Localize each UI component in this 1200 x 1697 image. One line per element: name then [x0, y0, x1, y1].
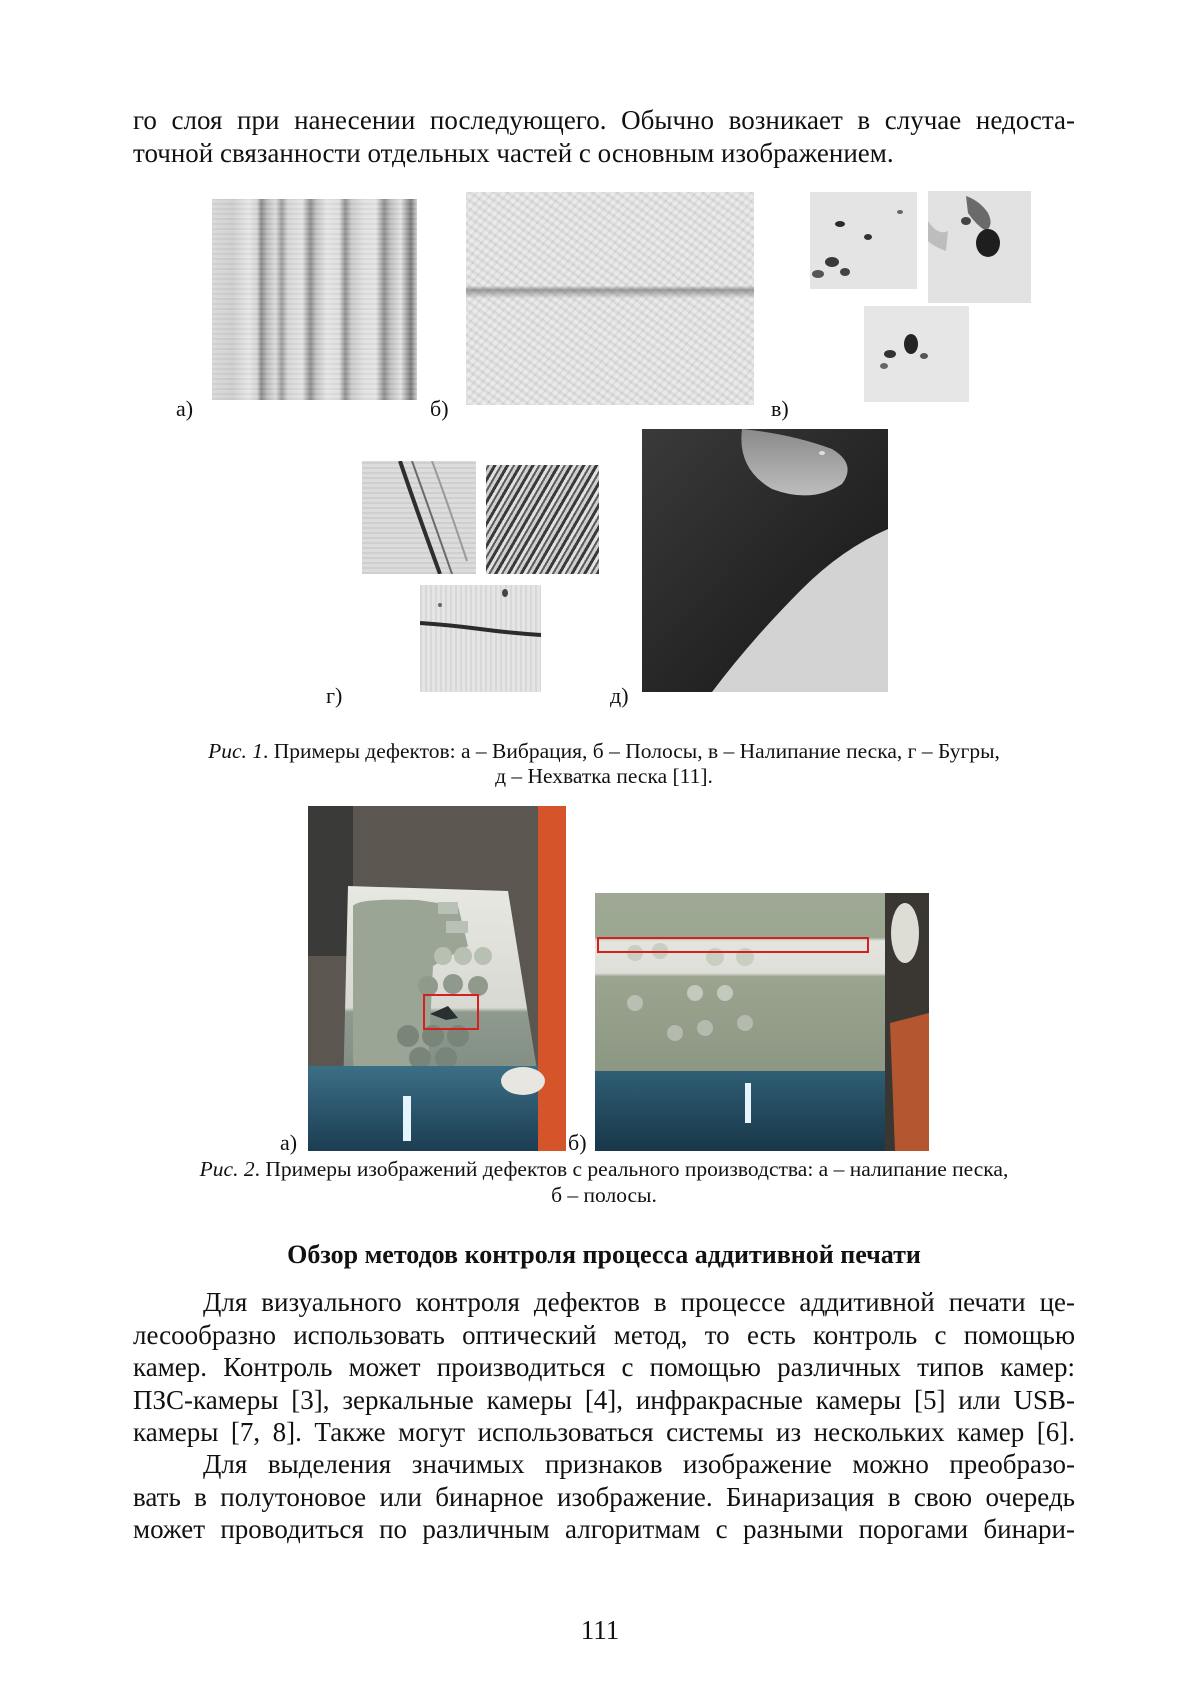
- fig1-caption-line-1: [133, 739, 1075, 764]
- fig2-label-b: б): [568, 1130, 587, 1155]
- p1-line-4: ПЗС-камеры [3], зеркальные камеры [4], инфракрасные камеры [5] или USB-: [133, 1385, 1075, 1415]
- intro-line-2: точной связанности отдельных частей с основным изображением.: [133, 138, 894, 168]
- highlight-box-stripes: [597, 937, 869, 953]
- defect-image-sand-adhesion-2: [928, 191, 1031, 303]
- defect-image-vibration: [212, 199, 417, 400]
- p1-line-2: лесообразно использовать оптический метод, то есть контроль с помощью: [133, 1320, 1075, 1350]
- fig1-caption-line-2: д – Нехватка песка [11].: [495, 764, 713, 788]
- fig1-label-a: а): [176, 396, 194, 421]
- fig1-caption-text: . Примеры дефектов: а – Вибрация, б – Полосы, в – Налипание песка, г – Бугры,: [263, 739, 1000, 763]
- fig2-label-a: а): [280, 1130, 298, 1155]
- p1-line-3: камер. Контроль может производиться с помощью различных типов камер:: [133, 1352, 1075, 1382]
- fig1-label-v: в): [771, 396, 789, 421]
- intro-line-1: го слоя при нанесении последующего. Обычно возникает в случае недоста-: [133, 105, 1075, 135]
- production-photo-sand-adhesion: [308, 806, 566, 1151]
- p2-line-2: вать в полутоновое или бинарное изображение. Бинаризация в свою очередь: [133, 1482, 1075, 1512]
- defect-image-stripes: [466, 192, 754, 405]
- p1-line-1: Для визуального контроля дефектов в процессе аддитивной печати це-: [203, 1287, 1075, 1317]
- highlight-box-sand-adhesion: [423, 994, 479, 1030]
- fig2-caption-text: . Примеры изображений дефектов с реального производства: а – налипание песка,: [254, 1157, 1009, 1181]
- fig2-caption-prefix: Рис. 2: [199, 1157, 255, 1181]
- defect-image-sand-adhesion-3: [864, 306, 969, 402]
- production-photo-stripes: [595, 893, 929, 1151]
- defect-image-bumps-3: [420, 585, 541, 692]
- page-number: 111: [580, 1615, 620, 1645]
- fig1-label-g: г): [326, 683, 343, 708]
- defect-image-bumps-1: [362, 461, 476, 574]
- defect-image-sand-adhesion-1: [810, 192, 917, 289]
- fig2-caption-line-1: [133, 1157, 1075, 1182]
- fig1-caption-prefix: Рис. 1: [208, 739, 264, 763]
- p1-line-5: камеры [7, 8]. Также могут использоваться системы из нескольких камер [6].: [133, 1417, 1075, 1447]
- fig2-caption-line-2: б – полосы.: [551, 1183, 657, 1207]
- section-heading: Обзор методов контроля процесса аддитивной печати: [287, 1240, 921, 1269]
- fig1-label-d: д): [610, 683, 629, 708]
- defect-image-bumps-2: [486, 465, 599, 574]
- p2-line-1: Для выделения значимых признаков изображение можно преобразо-: [203, 1449, 1075, 1479]
- fig1-label-b: б): [430, 396, 449, 421]
- p2-line-3: может проводиться по различным алгоритмам с разными порогами бинари-: [133, 1514, 1075, 1544]
- defect-image-sand-shortage: [642, 429, 888, 692]
